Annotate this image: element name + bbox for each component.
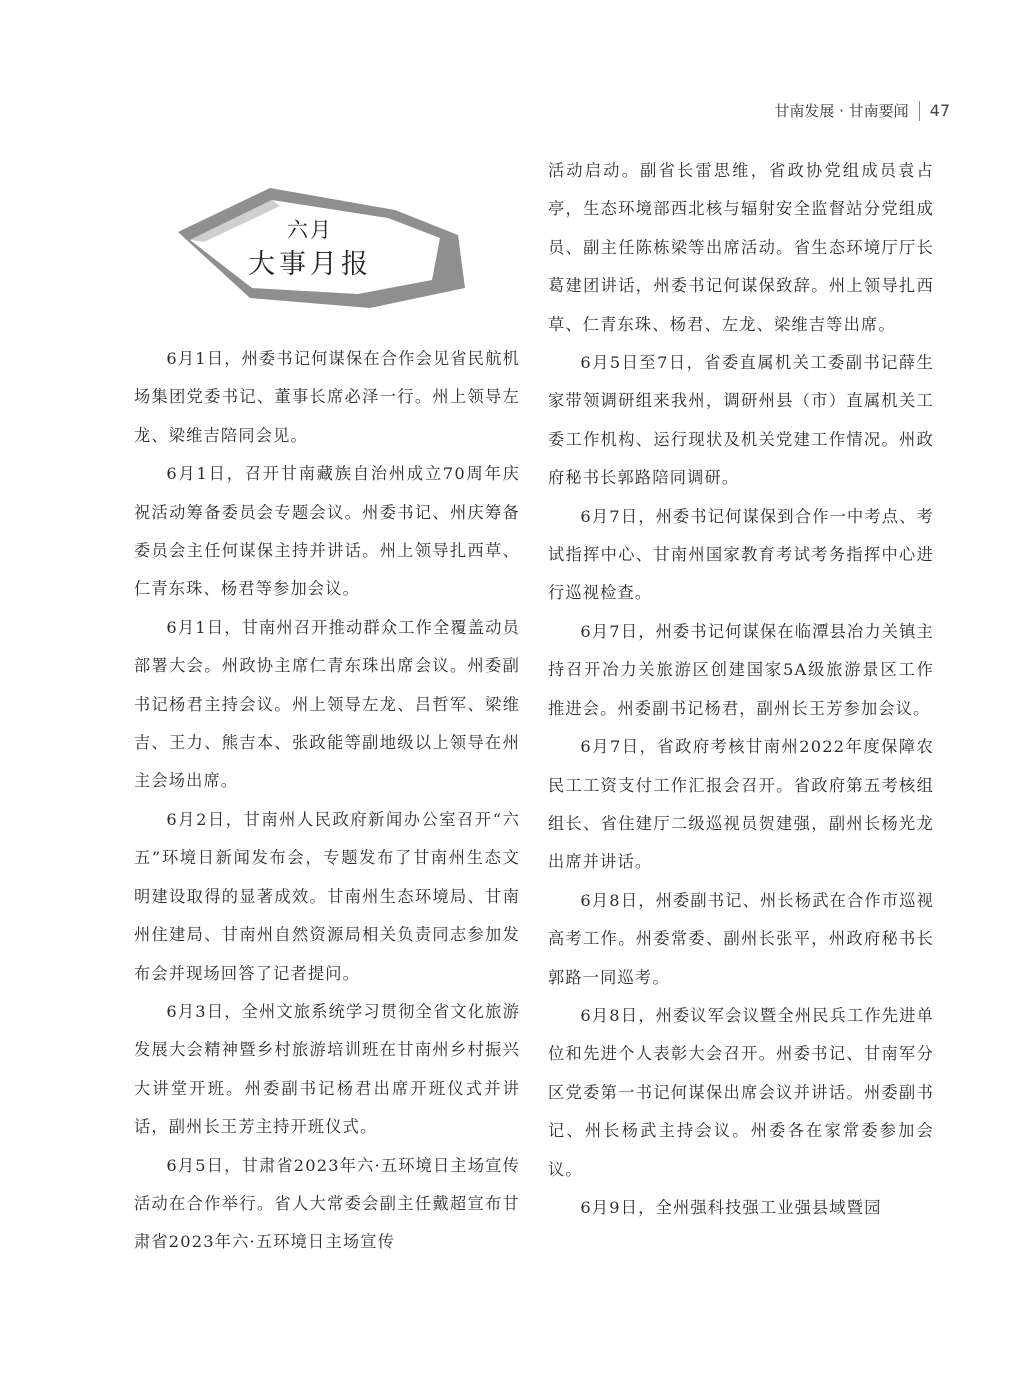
news-item: 6月2日，甘南州人民政府新闻办公室召开“六五”环境日新闻发布会，专题发布了甘南州生态文明建设取得的显著成效。甘南州生态环境局、甘南州住建局、甘南州自然资源局相关负责同志参加发布会并现场回答了记者提问。 [134,809,520,983]
page-number: 47 [929,101,950,120]
news-item: 6月5日至7日，省委直属机关工委副书记薛生家带领调研组来我州，调研州县（市）直属机关工委工作机构、运行现状及机关党建工作情况。州政府秘书长郭路陪同调研。 [548,353,934,488]
banner-month: 六月 [287,218,333,242]
news-item: 6月1日，召开甘南藏族自治州成立70周年庆祝活动筹备委员会专题会议。州委书记、州庆筹备委员会主任何谋保主持并讲话。州上领导扎西草、仁青东珠、杨君等参加会议。 [134,464,520,599]
news-item: 6月7日，州委书记何谋保到合作一中考点、考试指挥中心、甘南州国家教育考试考务指挥中心进行巡视检查。 [548,506,934,603]
news-item-continued: 活动启动。副省长雷思维，省政协党组成员袁占亭，生态环境部西北核与辐射安全监督站分党组成员、副主任陈栋梁等出席活动。省生态环境厅厅长葛建团讲话，州委书记何谋保致辞。州上领导扎西草、仁青东珠、杨君、左龙、梁维吉等出席。 [548,161,934,334]
news-item: 6月3日，全州文旅系统学习贯彻全省文化旅游发展大会精神暨乡村旅游培训班在甘南州乡村振兴大讲堂开班。州委副书记杨君出席开班仪式并讲话，副州长王芳主持开班仪式。 [134,1001,520,1137]
news-item: 6月1日，州委书记何谋保在合作会见省民航机场集团党委书记、董事长席必泽一行。州上领导左龙、梁维吉陪同会见。 [134,349,520,445]
news-item: 6月7日，省政府考核甘南州2022年度保障农民工工资支付工作汇报会召开。省政府第五考核组组长、省住建厅二级巡视员贺建强，副州长杨光龙出席并讲话。 [548,737,934,872]
banner-title: 大事月报 [248,249,372,280]
header-divider [919,101,920,121]
left-column [134,340,520,1262]
news-item: 6月7日，州委书记何谋保在临潭县冶力关镇主持召开冶力关旅游区创建国家5A级旅游景区工作推进会。州委副书记杨君，副州长王芳参加会议。 [548,621,934,718]
right-column [548,152,934,1227]
running-head [774,100,950,121]
section-banner [160,180,480,320]
section-title: 甘南发展 · 甘南要闻 [774,102,909,120]
news-item: 6月5日，甘肃省2023年六·五环境日主场宣传活动在合作举行。省人大常委会副主任戴超宣布甘肃省2023年六·五环境日主场宣传 [134,1155,520,1252]
news-item: 6月8日，州委副书记、州长杨武在合作市巡视高考工作。州委常委、副州长张平，州政府秘书长郭路一同巡考。 [548,890,934,987]
news-item: 6月1日，甘南州召开推动群众工作全覆盖动员部署大会。州政协主席仁青东珠出席会议。州委副书记杨君主持会议。州上领导左龙、吕哲军、梁维吉、王力、熊吉本、张政能等副地级以上领导在州主会场出席。 [134,617,520,791]
news-item: 6月9日，全州强科技强工业强县域暨园 [580,1197,882,1217]
news-item: 6月8日，州委议军会议暨全州民兵工作先进单位和先进个人表彰大会召开。州委书记、甘南军分区党委第一书记何谋保出席会议并讲话。州委副书记、州长杨武主持会议。州委各在家常委参加会议。 [548,1005,934,1179]
